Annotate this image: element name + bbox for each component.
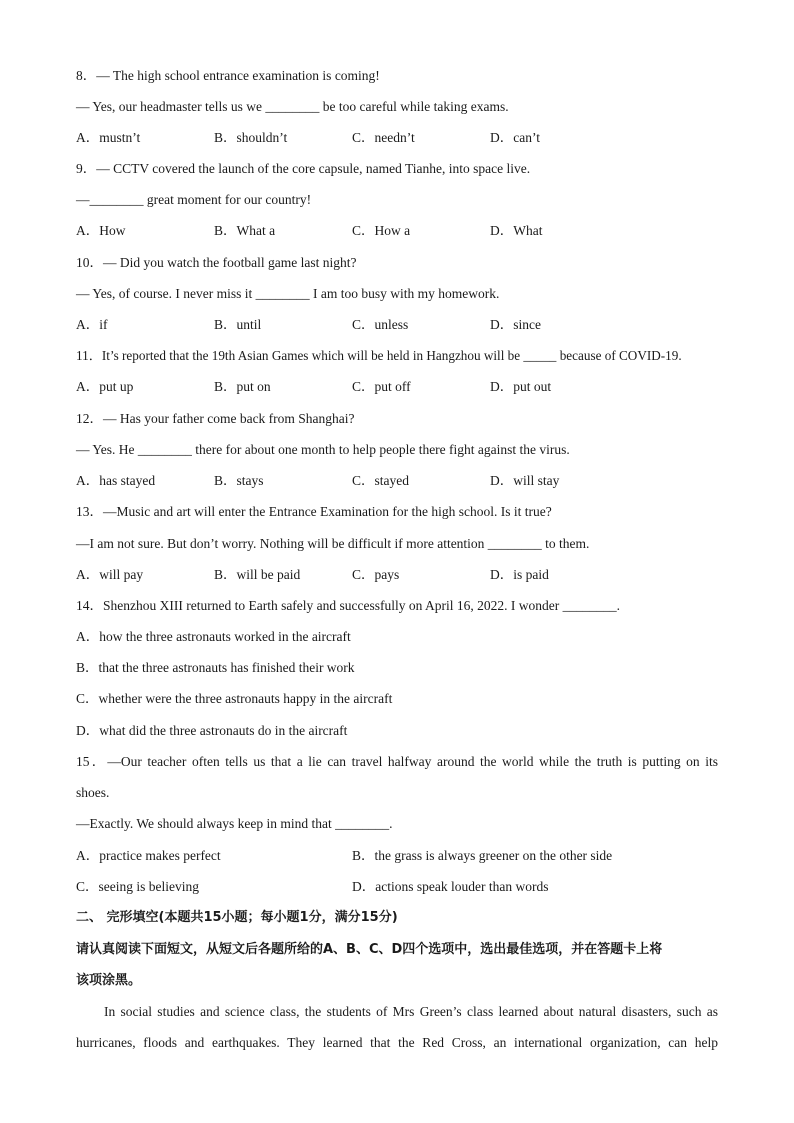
question-10-option-b: B．until	[214, 317, 262, 332]
question-8-option-b: B．shouldn’t	[214, 130, 288, 145]
question-9-option-c: C．How a	[352, 223, 411, 238]
question-11-stem: 11．It’s reported that the 19th Asian Games which will be held in Hangzhou will be _____ because of COVID-19.	[76, 348, 682, 363]
question-15-option-d: D．actions speak louder than words	[352, 879, 549, 894]
section-2-instruction-line-1: 请认真阅读下面短文，从短文后各题所给的A、B、C、D四个选项中，选出最佳选项，并在答题卡上将	[76, 942, 663, 957]
passage-line-2: hurricanes, floods and earthquakes. They learned that the Red Cross, an international organization, can help	[76, 1035, 718, 1050]
question-14-stem: 14．Shenzhou XIII returned to Earth safely and successfully on April 16, 2022. I wonder ________.	[76, 598, 621, 613]
question-13-option-a: A．will pay	[76, 567, 144, 582]
question-12-stem: 12．— Has your father come back from Shanghai?	[76, 411, 355, 426]
question-9-option-b: B．What a	[214, 223, 276, 238]
question-9-option-a: A．How	[76, 223, 126, 238]
question-14-option-b: B．that the three astronauts has finished their work	[76, 660, 355, 675]
question-8-option-a: A．mustn’t	[76, 130, 141, 145]
question-14-option-a: A．how the three astronauts worked in the aircraft	[76, 629, 351, 644]
question-9-option-d: D．What	[490, 223, 543, 238]
question-9-reply: —________ great moment for our country!	[76, 192, 312, 207]
question-15-stem-line-1: 15．—Our teacher often tells us that a lie can travel halfway around the world while the truth is putting on its	[76, 754, 718, 769]
question-14-option-c: C．whether were the three astronauts happy in the aircraft	[76, 691, 393, 706]
question-10-option-d: D．since	[490, 317, 541, 332]
question-15-option-b: B．the grass is always greener on the other side	[352, 848, 613, 863]
question-15-option-c: C．seeing is believing	[76, 879, 199, 894]
question-8-option-c: C．needn’t	[352, 130, 415, 145]
question-11-option-b: B．put on	[214, 379, 271, 394]
question-10-option-c: C．unless	[352, 317, 409, 332]
question-15-stem-line-2: shoes.	[76, 785, 110, 800]
question-11-option-c: C．put off	[352, 379, 411, 394]
question-11-option-a: A．put up	[76, 379, 134, 394]
question-13-option-b: B．will be paid	[214, 567, 301, 582]
passage-line-1: In social studies and science class, the students of Mrs Green’s class learned about natural disasters, such as	[104, 1004, 718, 1019]
question-11-option-d: D．put out	[490, 379, 552, 394]
question-13-option-c: C．pays	[352, 567, 400, 582]
question-13-option-d: D．is paid	[490, 567, 549, 582]
section-2-instruction-line-2: 该项涂黑。	[76, 973, 142, 988]
question-12-option-d: D．will stay	[490, 473, 560, 488]
question-8-stem: 8．— The high school entrance examination is coming!	[76, 68, 380, 83]
question-9-stem: 9．— CCTV covered the launch of the core capsule, named Tianhe, into space live.	[76, 161, 531, 176]
question-15-option-a: A．practice makes perfect	[76, 848, 221, 863]
question-8-reply: — Yes, our headmaster tells us we ________ be too careful while taking exams.	[76, 99, 509, 114]
question-12-reply: — Yes. He ________ there for about one month to help people there fight against the virus.	[76, 442, 570, 457]
question-14-option-d: D．what did the three astronauts do in the aircraft	[76, 723, 348, 738]
question-12-option-b: B．stays	[214, 473, 264, 488]
question-12-option-c: C．stayed	[352, 473, 409, 488]
question-13-stem: 13．—Music and art will enter the Entrance Examination for the high school. Is it true?	[76, 504, 552, 519]
question-10-stem: 10．— Did you watch the football game last night?	[76, 255, 357, 270]
question-8-option-d: D．can’t	[490, 130, 540, 145]
question-12-option-a: A．has stayed	[76, 473, 156, 488]
section-2-heading: 二、 完形填空(本题共15小题；每小题1分，满分15分)	[76, 910, 398, 925]
question-10-reply: — Yes, of course. I never miss it ________ I am too busy with my homework.	[76, 286, 500, 301]
question-15-reply: —Exactly. We should always keep in mind that ________.	[76, 816, 393, 831]
question-13-reply: —I am not sure. But don’t worry. Nothing will be difficult if more attention ________ to them.	[76, 536, 590, 551]
question-10-option-a: A．if	[76, 317, 108, 332]
